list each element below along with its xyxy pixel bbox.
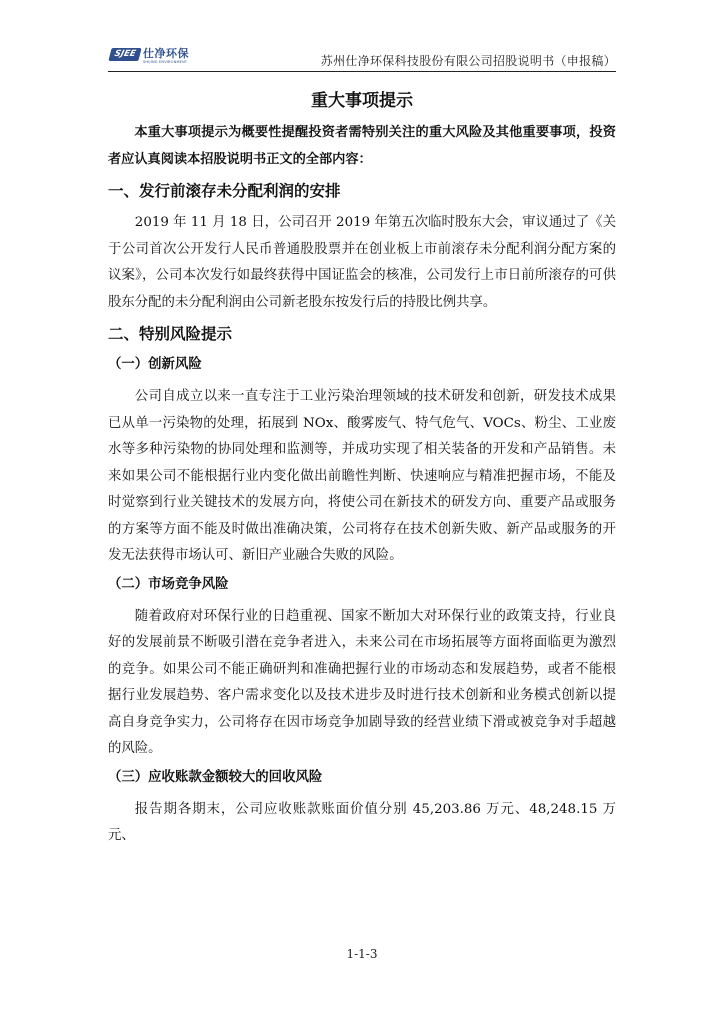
document-title: 重大事项提示 bbox=[311, 91, 413, 111]
subsection-heading-receivables-risk: （三）应收账款金额较大的回收风险 bbox=[108, 769, 323, 785]
header-title: 苏州仕净环保科技股份有限公司招股说明书（申报稿） bbox=[320, 54, 616, 68]
section-1-paragraph: 2019 年 11 月 18 日，公司召开 2019 年第五次临时股东大会，审议通过了《关于公司首次公开发行人民币普通股股票并在创业板上市前滚存未分配利润分配方案的议案》，公司本次发行如最终获得中国证监会的核准，公司发行上市日前所滚存的可供股东分配的未分配利润由公司新老股东按发行后的持股比例共享。 bbox=[108, 215, 616, 310]
logo-chinese-name: 仕净环保 bbox=[143, 47, 189, 60]
intro-paragraph: 本重大事项提示为概要性提醒投资者需特别关注的重大风险及其他重要事项，投资者应认真阅读本招股说明书正文的全部内容： bbox=[108, 125, 616, 167]
document-body bbox=[108, 86, 616, 850]
subsection-heading-market-risk: （二）市场竞争风险 bbox=[108, 576, 229, 592]
page-header bbox=[108, 48, 616, 72]
section-heading-1: 一、发行前滚存未分配利润的安排 bbox=[108, 182, 341, 200]
market-risk-paragraph: 随着政府对环保行业的日趋重视、国家不断加大对环保行业的政策支持，行业良好的发展前景不断吸引潜在竞争者进入，未来公司在市场拓展等方面将面临更为激烈的竞争。如果公司不能正确研判和准确把握行业的市场动态和发展趋势，或者不能根据行业发展趋势、客户需求变化以及技术进步及时进行技术创新和业务模式创新以提高自身竞争实力，公司将存在因市场竞争加剧导致的经营业绩下滑或被竞争对手超越的风险。 bbox=[108, 608, 616, 756]
logo-english-name: SHIJING ENVIRONMENT bbox=[143, 60, 188, 64]
logo-mark: SJEE bbox=[108, 48, 141, 61]
innovation-risk-paragraph: 公司自成立以来一直专注于工业污染治理领域的技术研发和创新，研发技术成果已从单一污染物的处理，拓展到 NOx、酸雾废气、特气危气、VOCs、粉尘、工业废水等多种污染物的协同处理和监测等，并成功实现了相关装备的开发和产品销售。未来如果公司不能根据行业内变化做出前瞻性判断、快速响应与精准把握市场，不能及时觉察到行业关键技术的发展方向，将使公司在新技术的研发方向、重要产品或服务的方案等方面不能及时做出准确决策，公司将存在技术创新失败、新产品或服务的开发无法获得市场认可、新旧产业融合失败的风险。 bbox=[108, 389, 616, 563]
company-logo bbox=[108, 48, 189, 65]
subsection-heading-innovation-risk: （一）创新风险 bbox=[108, 357, 202, 372]
section-heading-2: 二、特别风险提示 bbox=[108, 325, 233, 343]
receivables-risk-paragraph: 报告期各期末，公司应收账款账面价值分别 45,203.86 万元、48,248.15 万元、 bbox=[108, 801, 616, 843]
page-number: 1-1-3 bbox=[346, 947, 378, 961]
